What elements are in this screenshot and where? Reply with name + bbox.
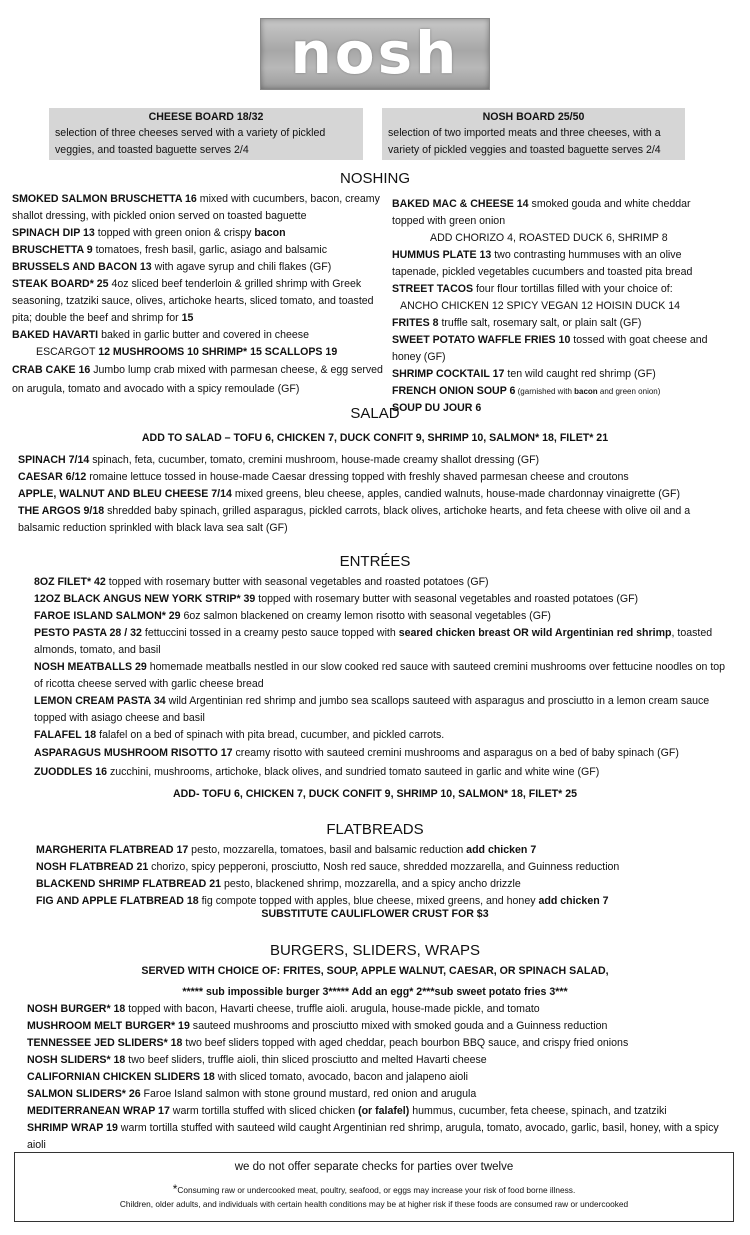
raw-food-warning: *Consuming raw or undercooked meat, poultry, seafood, or eggs may increase your risk of food borne illness. bbox=[172, 1182, 576, 1196]
menu-item: NOSH BURGER* 18 topped with bacon, Havarti cheese, truffle aioli. arugula, house-made pickle, and tomato bbox=[27, 1003, 540, 1015]
menu-item: PESTO PASTA 28 / 32 fettuccini tossed in a creamy pesto sauce topped with seared chicken breast OR wild Argentinian red shrimp, toasted almonds, tomato, and basil bbox=[34, 627, 713, 656]
menu-item: BAKED HAVARTI baked in garlic butter and covered in cheese bbox=[12, 329, 309, 341]
menu-item: 12OZ BLACK ANGUS NEW YORK STRIP* 39 topped with rosemary butter with seasonal vegetables and roasted potatoes (GF) bbox=[34, 593, 639, 605]
menu-item: FAROE ISLAND SALMON* 29 6oz salmon blackened on creamy lemon risotto with seasonal vegetables (GF) bbox=[34, 610, 551, 622]
menu-item: SMOKED SALMON BRUSCHETTA 16 mixed with cucumbers, bacon, creamy shallot dressing, with pickled onion served on toasted baguette bbox=[12, 193, 380, 222]
nosh-board-title: NOSH BOARD 25/50 bbox=[482, 111, 585, 123]
menu-item: BRUSSELS AND BACON 13 with agave syrup and chili flakes (GF) bbox=[12, 261, 332, 273]
menu-item: SOUP DU JOUR 6 bbox=[392, 402, 482, 414]
menu-item: MUSHROOM MELT BURGER* 19 sauteed mushrooms and prosciutto mixed with smoked gouda and a Guinness reduction bbox=[27, 1020, 608, 1032]
entrees-heading: ENTRÉES bbox=[339, 553, 411, 570]
nosh-board-box bbox=[382, 108, 685, 160]
menu-item: BAKED MAC & CHEESE 14 smoked gouda and white cheddar topped with green onion bbox=[392, 198, 691, 227]
entrees-addons: ADD- TOFU 6, CHICKEN 7, DUCK CONFIT 9, SHRIMP 10, SALMON* 18, FILET* 25 bbox=[173, 788, 577, 800]
salad-list bbox=[18, 452, 733, 537]
menu-item: SHRIMP WRAP 19 warm tortilla stuffed with sauteed wild caught Argentinian red shrimp, arugula, tomato, avocado, garlic, basil, honey, with a spicy aioli bbox=[27, 1122, 719, 1151]
menu-item: SPINACH 7/14 spinach, feta, cucumber, tomato, cremini mushroom, house-made creamy shallot dressing (GF) bbox=[18, 454, 540, 466]
menu-item: MARGHERITA FLATBREAD 17 pesto, mozzarella, tomatoes, basil and balsamic reduction add chicken 7 bbox=[36, 844, 537, 856]
menu-item: TENNESSEE JED SLIDERS* 18 two beef sliders topped with aged cheddar, peach bourbon BBQ sauce, and crispy fried onions bbox=[27, 1037, 629, 1049]
entrees-list bbox=[34, 574, 734, 782]
menu-item: STEAK BOARD* 25 4oz sliced beef tenderloin & grilled shrimp with Greek seasoning, tzatziki sauce, olives, artichoke hearts, sliced tomato, and toasted pita; double the beef and shrimp for 15 bbox=[12, 278, 374, 324]
menu-item: LEMON CREAM PASTA 34 wild Argentinian red shrimp and jumbo sea scallops sauteed with asparagus and prosciutto in a lemon cream sauce topped with asiago cheese and basil bbox=[34, 695, 710, 724]
menu-item: 8OZ FILET* 42 topped with rosemary butter with seasonal vegetables and roasted potatoes (GF) bbox=[34, 576, 489, 588]
menu-item: SALMON SLIDERS* 26 Faroe Island salmon with stone ground mustard, red onion and arugula bbox=[27, 1088, 477, 1100]
menu-item: NOSH MEATBALLS 29 homemade meatballs nestled in our slow cooked red sauce with sauteed cremini mushrooms over fettucine noodles on top of ricotta cheese served with garlic cheese bread bbox=[34, 661, 726, 690]
burgers-served-with: SERVED WITH CHOICE OF: FRITES, SOUP, APPLE WALNUT, CAESAR, OR SPINACH SALAD, bbox=[141, 965, 609, 977]
burgers-heading: BURGERS, SLIDERS, WRAPS bbox=[269, 942, 481, 959]
menu-item: NOSH FLATBREAD 21 chorizo, spicy pepperoni, prosciutto, Nosh red sauce, shredded mozzarella, and Guinness reduction bbox=[36, 861, 620, 873]
logo-text: nosh bbox=[290, 19, 460, 87]
menu-item: CALIFORNIAN CHICKEN SLIDERS 18 with sliced tomato, avocado, bacon and jalapeno aioli bbox=[27, 1071, 469, 1083]
cheese-board-box bbox=[49, 108, 363, 160]
menu-item: CRAB CAKE 16 Jumbo lump crab mixed with parmesan cheese, & egg served on arugula, tomato and avocado with a spicy remoulade (GF) bbox=[12, 364, 383, 395]
separate-checks-notice: we do not offer separate checks for parties over twelve bbox=[234, 1161, 514, 1173]
taco-options: ANCHO CHICKEN 12 SPICY VEGAN 12 HOISIN DUCK 14 bbox=[400, 300, 681, 312]
noshing-left-column bbox=[12, 191, 386, 399]
menu-item: BLACKEND SHRIMP FLATBREAD 21 pesto, blackened shrimp, mozzarella, and a spicy ancho drizzle bbox=[36, 878, 521, 890]
menu-item: BRUSCHETTA 9 tomatoes, fresh basil, garlic, asiago and balsamic bbox=[12, 244, 327, 256]
flatbreads-heading: FLATBREADS bbox=[326, 821, 424, 838]
menu-item: THE ARGOS 9/18 shredded baby spinach, grilled asparagus, pickled carrots, black olives, artichoke hearts, and feta cheese with olive oil and a balsamic reduction sprinkled with black lava sea salt (GF) bbox=[18, 505, 691, 534]
menu-item: MEDITERRANEAN WRAP 17 warm tortilla stuffed with sliced chicken (or falafel) hummus, cucumber, feta cheese, spinach, and tzatziki bbox=[27, 1105, 667, 1117]
cheese-board-desc: selection of three cheeses served with a variety of pickled veggies, and toasted baguette serves 2/4 bbox=[55, 127, 326, 156]
menu-item: CAESAR 6/12 romaine lettuce tossed in house-made Caesar dressing topped with freshly shaved parmesan cheese and croutons bbox=[18, 471, 629, 483]
health-risk-warning: Children, older adults, and individuals with certain health conditions may be at higher risk if these foods are consumed raw or undercooked bbox=[119, 1199, 629, 1209]
salad-heading: SALAD bbox=[350, 405, 400, 422]
footer-notice-box bbox=[14, 1152, 734, 1222]
menu-item: SHRIMP COCKTAIL 17 ten wild caught red shrimp (GF) bbox=[392, 368, 656, 380]
noshing-heading: NOSHING bbox=[339, 170, 410, 187]
flatbreads-list bbox=[36, 842, 736, 910]
menu-item: FALAFEL 18 falafel on a bed of spinach with pita bread, cucumber, and pickled carrots. bbox=[34, 729, 445, 741]
cheese-board-title: CHEESE BOARD 18/32 bbox=[148, 111, 264, 123]
burgers-list bbox=[27, 1001, 727, 1154]
mac-addons: ADD CHORIZO 4, ROASTED DUCK 6, SHRIMP 8 bbox=[430, 232, 668, 244]
menu-item: ASPARAGUS MUSHROOM RISOTTO 17 creamy risotto with sauteed cremini mushrooms and asparagus on a bed of baby spinach (GF) bbox=[34, 747, 679, 759]
noshing-right-column bbox=[392, 196, 717, 417]
menu-item: SPINACH DIP 13 topped with green onion & crispy bacon bbox=[12, 227, 286, 239]
cauliflower-note: SUBSTITUTE CAULIFLOWER CRUST FOR $3 bbox=[261, 908, 489, 920]
nosh-logo bbox=[260, 18, 490, 90]
menu-item: FIG AND APPLE FLATBREAD 18 fig compote topped with apples, blue cheese, mixed greens, and honey add chicken 7 bbox=[36, 895, 609, 907]
havarti-options: ESCARGOT 12 MUSHROOMS 10 SHRIMP* 15 SCALLOPS 19 bbox=[36, 346, 338, 358]
menu-item: ZUODDLES 16 zucchini, mushrooms, artichoke, black olives, and sundried tomato sauteed in garlic and white wine (GF) bbox=[34, 766, 600, 778]
menu-item: STREET TACOS four flour tortillas filled with your choice of: bbox=[392, 283, 673, 295]
menu-item: NOSH SLIDERS* 18 two beef sliders, truffle aioli, thin sliced prosciutto and melted Havarti cheese bbox=[27, 1054, 487, 1066]
menu-item: FRENCH ONION SOUP 6 (garnished with bacon and green onion) bbox=[392, 385, 661, 397]
salad-addons: ADD TO SALAD – TOFU 6, CHICKEN 7, DUCK CONFIT 9, SHRIMP 10, SALMON* 18, FILET* 21 bbox=[141, 432, 609, 444]
menu-item: HUMMUS PLATE 13 two contrasting hummuses with an olive tapenade, pickled vegetables cucumbers and toasted pita bread bbox=[392, 249, 693, 278]
menu-item: SWEET POTATO WAFFLE FRIES 10 tossed with goat cheese and honey (GF) bbox=[392, 334, 708, 363]
menu-item: APPLE, WALNUT AND BLEU CHEESE 7/14 mixed greens, bleu cheese, apples, candied walnuts, house-made chardonnay vinaigrette (GF) bbox=[18, 488, 681, 500]
menu-item: FRITES 8 truffle salt, rosemary salt, or plain salt (GF) bbox=[392, 317, 642, 329]
nosh-board-desc: selection of two imported meats and three cheeses, with a variety of pickled veggies and toasted baguette serves 2/4 bbox=[388, 127, 661, 156]
burgers-substitutions: ***** sub impossible burger 3***** Add an egg* 2***sub sweet potato fries 3*** bbox=[182, 986, 568, 998]
